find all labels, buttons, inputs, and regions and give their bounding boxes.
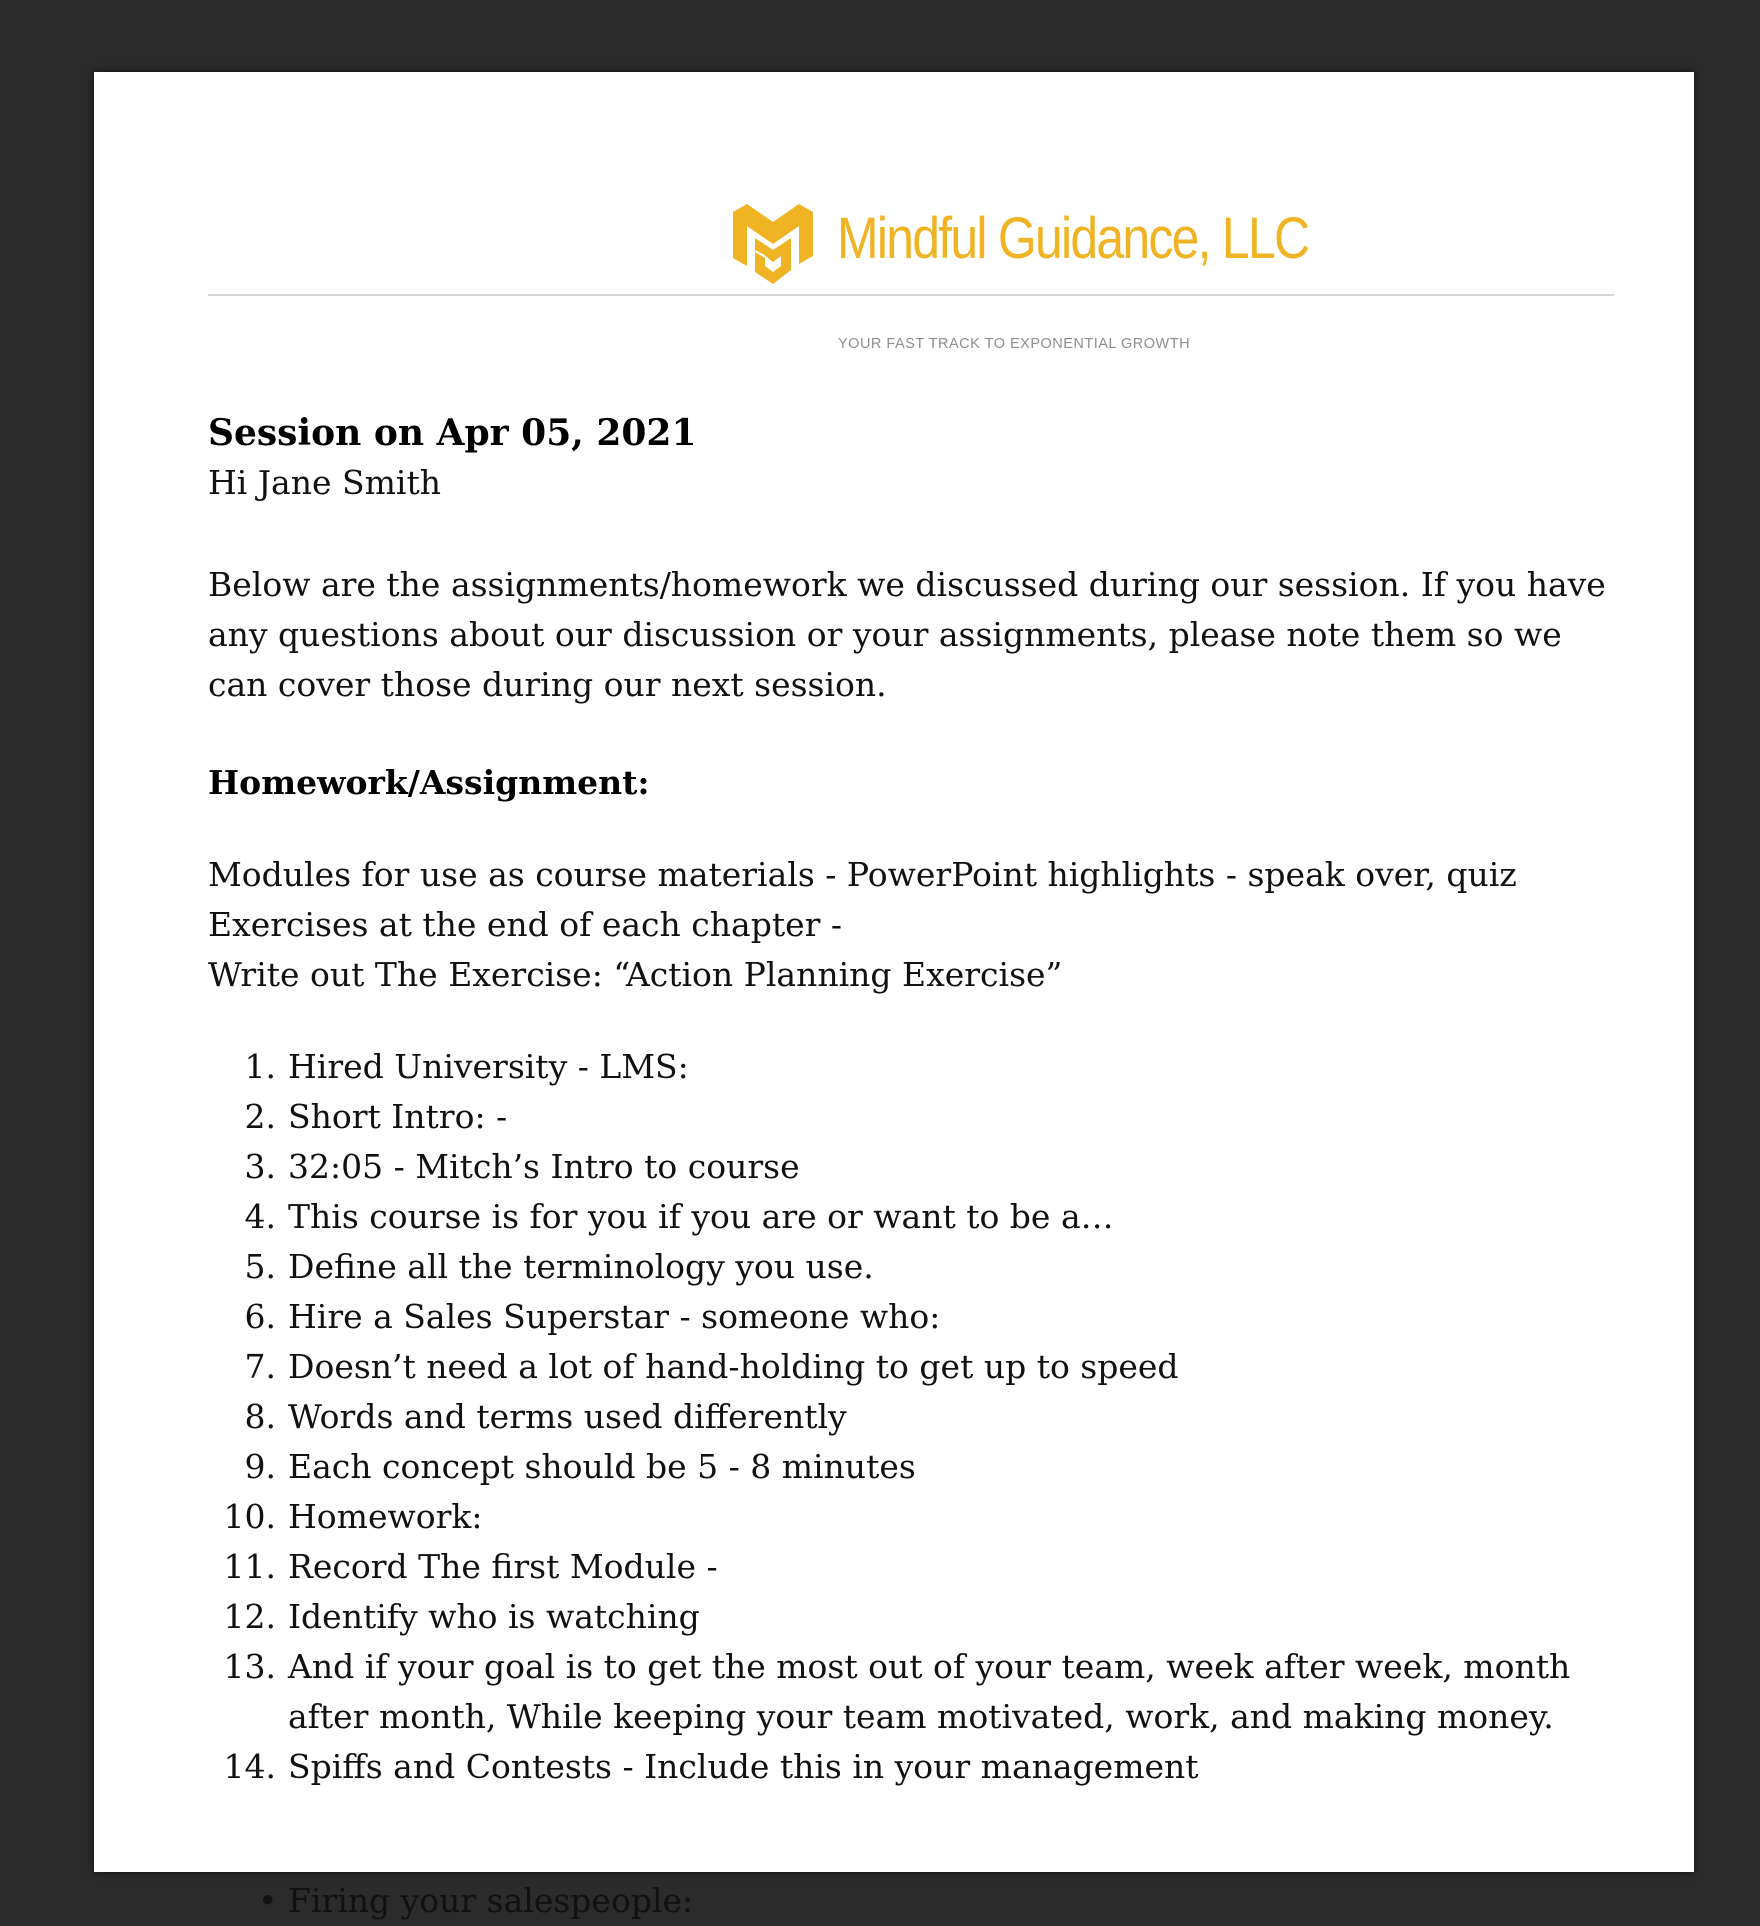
note-line: Modules for use as course materials - PowerPoint highlights - speak over, quiz [208,855,1517,894]
greeting: Hi Jane Smith [208,463,441,502]
document-page [94,72,1694,1920]
mg-monogram-icon [733,204,813,288]
list-item: Doesn’t need a lot of hand-holding to get up to speed [288,1347,1179,1386]
list-item: Each concept should be 5 - 8 minutes [288,1447,916,1486]
homework-notes [208,850,1614,1000]
list-item: 32:05 - Mitch’s Intro to course [288,1147,800,1186]
list-item: This course is for you if you are or want to be a… [288,1197,1114,1236]
brand-tagline: YOUR FAST TRACK TO EXPONENTIAL GROWTH [838,336,1191,352]
sub-list [208,1876,693,1926]
sub-list-item: • Firing your salespeople: [288,1876,693,1926]
list-item: Identify who is watching [288,1597,700,1636]
intro-paragraph: Below are the assignments/homework we discussed during our session. If you have any questions about our discussion or your assignments, please note them so we can cover those during our next session. [208,565,1606,704]
session-title: Session on Apr 05, 2021 [208,412,697,454]
note-line: Exercises at the end of each chapter - [208,905,843,944]
homework-list [208,1042,1614,1792]
list-item: Hire a Sales Superstar - someone who: [288,1297,941,1336]
header-divider [208,294,1614,296]
note-line: Write out The Exercise: “Action Planning Exercise” [208,955,1063,994]
brand-name: Mindful Guidance, LLC [837,206,1309,271]
header [208,204,1614,352]
list-item: Words and terms used differently [288,1397,847,1436]
list-item: Hired University - LMS: [288,1047,689,1086]
list-item: Record The first Module - [288,1547,718,1586]
homework-heading: Homework/Assignment: [208,763,650,802]
list-item: Spiffs and Contests - Include this in your management [288,1747,1199,1786]
list-item: Define all the terminology you use. [288,1247,874,1286]
list-item: And if your goal is to get the most out of your team, week after week, month after month, While keeping your team motivated, work, and making money. [288,1647,1571,1736]
brand-logo [733,204,1309,352]
list-item: Homework: [288,1497,483,1536]
list-item: Short Intro: - [288,1097,508,1136]
